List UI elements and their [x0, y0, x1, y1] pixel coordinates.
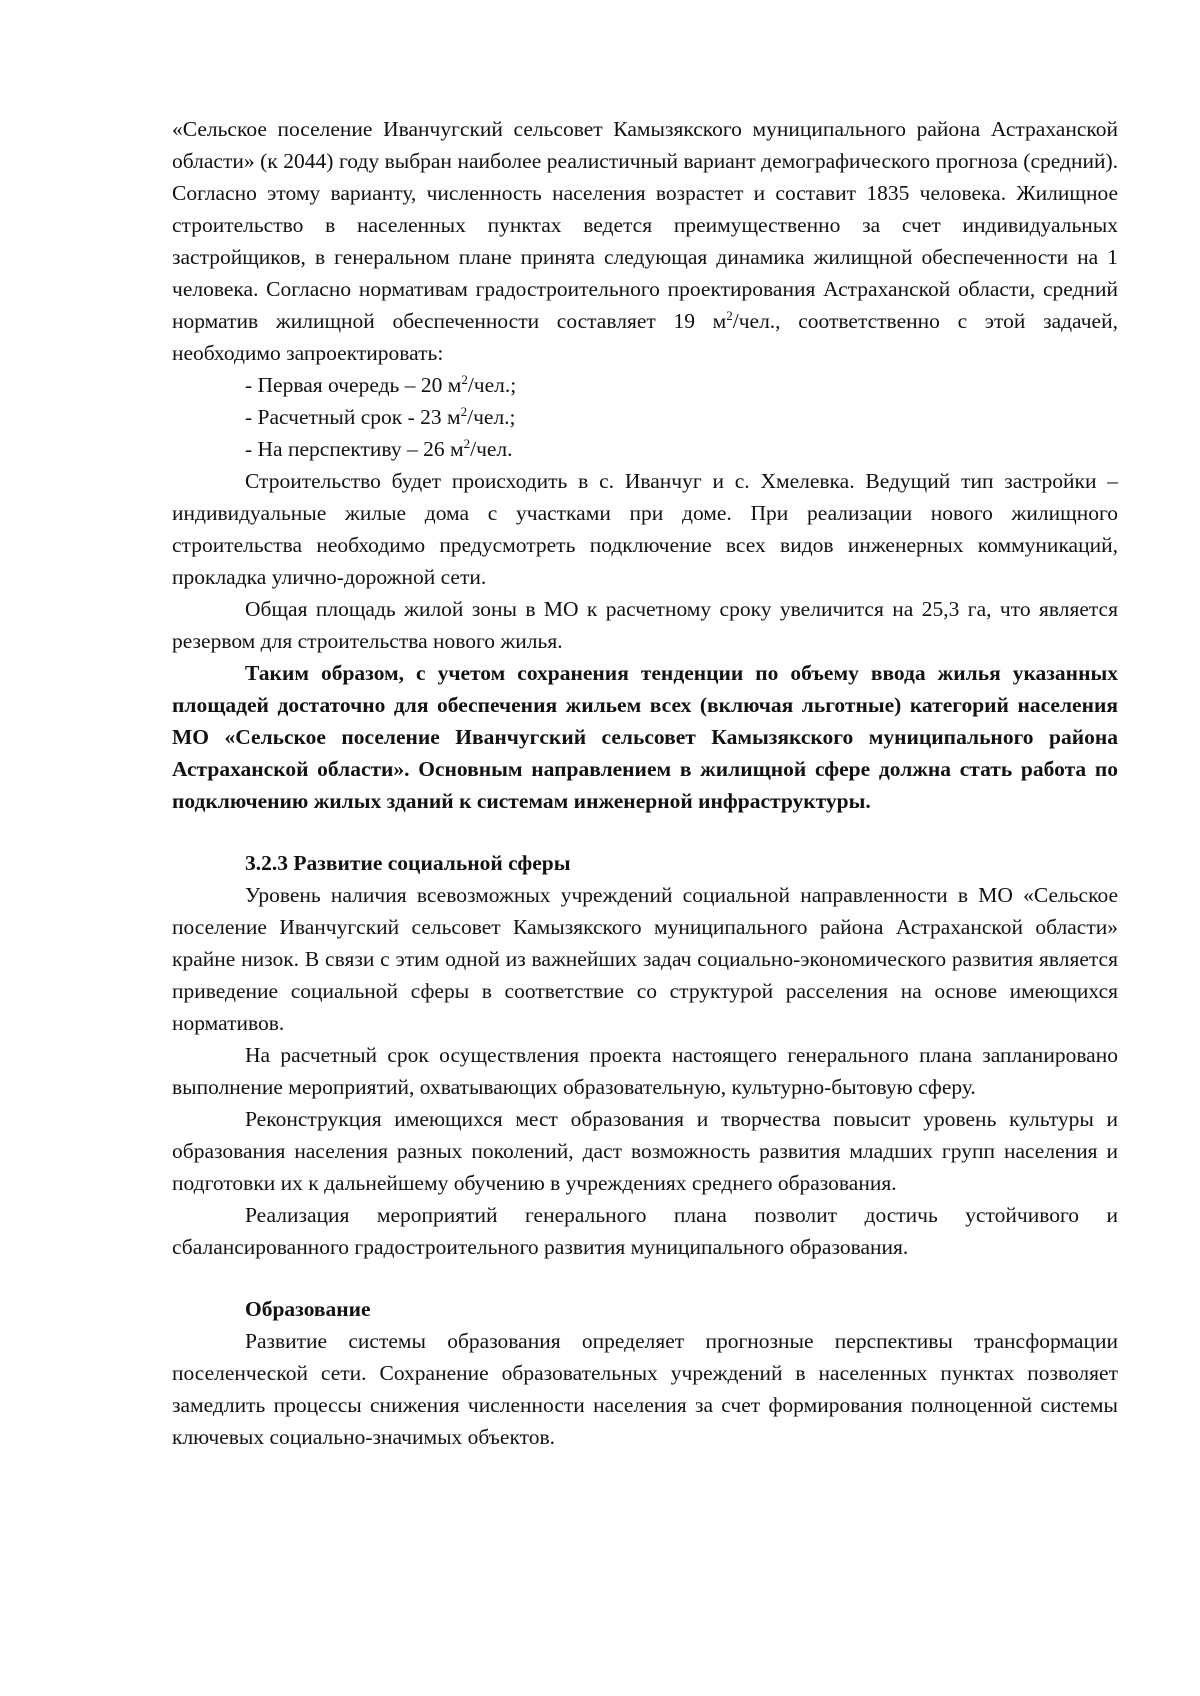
list-item-text: - Первая очередь – 20 м	[245, 373, 462, 397]
paragraph-text: «Сельское поселение Иванчугский сельсовет Камызякского муниципального района Астраханской области» (к 2044) году выбран наиболее реалистичный вариант демографического прогноза (средний). Согласно этому варианту, численность населения возрастет и составит 1835 человека. Жилищное строительство в населенных пунктах ведется преимущественно за счет индивидуальных застройщиков, в генеральном плане принята следующая динамика жилищной обеспеченности на 1 человека. Согласно нормативам градостроительного проектирования Астраханской области, средний норматив жилищной обеспеченности составляет 19 м	[172, 117, 1118, 333]
paragraph-construction: Строительство будет происходить в с. Иванчуг и с. Хмелевка. Ведущий тип застройки – индивидуальные жилые дома с участками при доме. При реализации нового жилищного строительства необходимо предусмотреть подключение всех видов инженерных коммуникаций, прокладка улично-дорожной сети.	[172, 469, 1118, 589]
list-item-estimated-term	[172, 401, 1118, 433]
superscript: 2	[461, 372, 468, 387]
paragraph-social-level: Уровень наличия всевозможных учреждений социальной направленности в МО «Сельское поселение Иванчугский сельсовет Камызякского муниципального района Астраханской области» крайне низок. В связи с этим одной из важнейших задач социально-экономического развития является приведение социальной сферы в соответствие со структурой расселения на основе имеющихся нормативов.	[172, 883, 1118, 1035]
list-item-tail: /чел.;	[467, 405, 516, 429]
paragraph-housing-forecast	[172, 113, 1118, 369]
paragraph-conclusion: Таким образом, с учетом сохранения тенденции по объему ввода жилья указанных площадей достаточно для обеспечения жильем всех (включая льготные) категорий населения МО «Сельское поселение Иванчугский сельсовет Камызякского муниципального района Астраханской области». Основным направлением в жилищной сфере должна стать работа по подключению жилых зданий к системам инженерной инфраструктуры.	[172, 661, 1118, 813]
section-heading-social: 3.2.3 Развитие социальной сферы	[245, 851, 571, 875]
superscript: 2	[463, 436, 471, 451]
paragraph-implementation: Реализация мероприятий генерального плана позволит достичь устойчивого и сбалансированного градостроительного развития муниципального образования.	[172, 1203, 1118, 1259]
list-item-tail: /чел.;	[467, 373, 517, 397]
paragraph-text: /чел., соответственно с этой задачей, необходимо запроектировать:	[172, 309, 1118, 365]
paragraph-education: Развитие системы образования определяет прогнозные перспективы трансформации поселенческой сети. Сохранение образовательных учреждений в населенных пунктах позволяет замедлить процессы снижения численности населения за счет формирования полноценной системы ключевых социально-значимых объектов.	[172, 1329, 1118, 1449]
paragraph-reconstruction: Реконструкция имеющихся мест образования и творчества повысит уровень культуры и образования населения разных поколений, даст возможность развития младших групп населения и подготовки их к дальнейшему обучению в учреждениях среднего образования.	[172, 1107, 1118, 1195]
list-item-text: - На перспективу – 26 м	[245, 437, 464, 461]
list-item-perspective	[172, 433, 1118, 465]
superscript: 2	[460, 404, 468, 419]
list-item-text: - Расчетный срок - 23 м	[245, 405, 461, 429]
list-item-first-stage	[172, 369, 1118, 401]
superscript: 2	[726, 308, 733, 323]
paragraph-residential-area: Общая площадь жилой зоны в МО к расчетному сроку увеличится на 25,3 га, что является резервом для строительства нового жилья.	[172, 597, 1118, 653]
list-item-tail: /чел.	[470, 437, 513, 461]
section-heading-education: Образование	[245, 1297, 371, 1321]
document-body	[172, 113, 1118, 1453]
paragraph-planned-measures: На расчетный срок осуществления проекта настоящего генерального плана запланировано выполнение мероприятий, охватывающих образовательную, культурно-бытовую сферу.	[172, 1043, 1118, 1099]
